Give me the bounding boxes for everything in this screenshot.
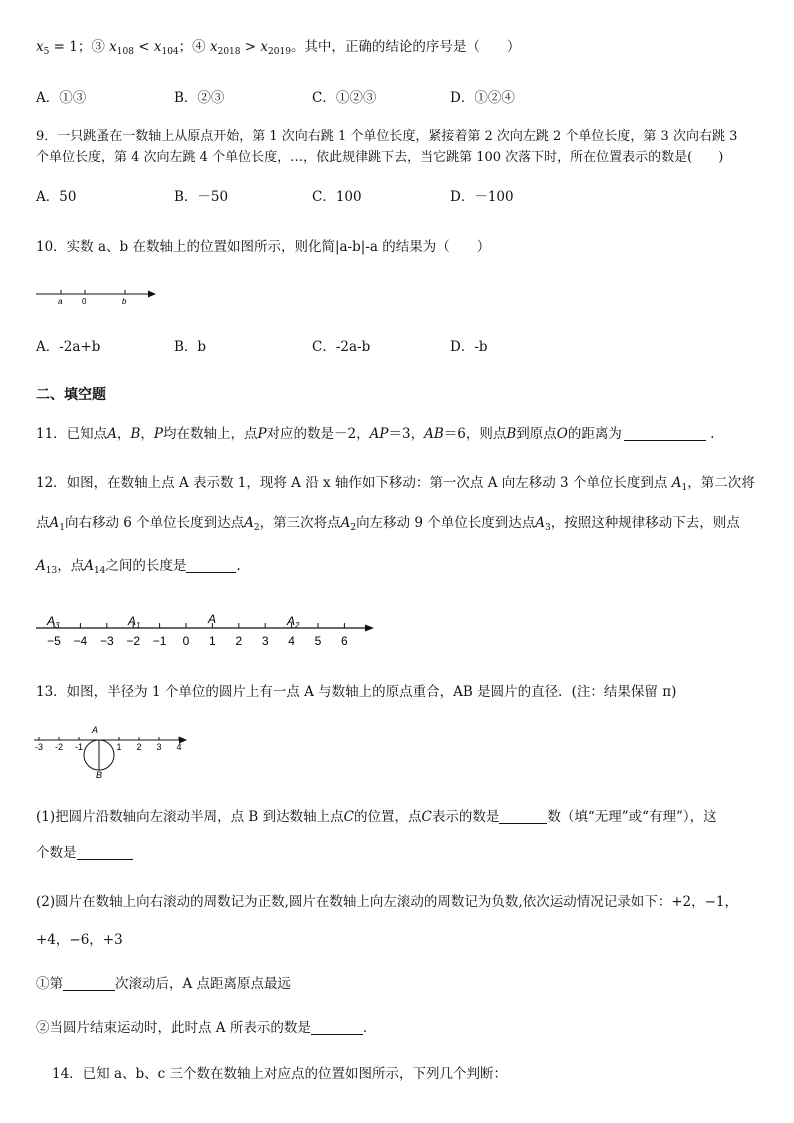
q12-point-a1: $A_1$ (128, 614, 141, 630)
q13-sub2-blank[interactable] (311, 1020, 363, 1035)
q13-sub1-blank[interactable] (63, 976, 115, 991)
q10-number-line (36, 284, 166, 308)
q10-option-b: B．b (174, 339, 207, 355)
q12-point-a: A (208, 612, 217, 626)
q12-text-line2: 点$A_1$向右移动 6 个单位长度到达点$A_2$，第三次将点$A_2$向左移动 9 个单位长度到达点$A_3$，按照这种规律移动下去，则点 (36, 515, 740, 533)
q13-part2-sub1: ①第 次滚动后，A 点距离原点最远 (36, 976, 292, 992)
q13-point-a-label: A (92, 725, 99, 735)
q12-tick-label: −1 (152, 634, 167, 648)
q12-tick-label: 5 (314, 634, 322, 648)
q12-tick-label: 3 (261, 634, 269, 648)
q12-tick-label: 0 (182, 634, 190, 648)
q13-part1-blank1[interactable] (499, 809, 547, 824)
q11-text: 11．已知点A，B，P均在数轴上，点P对应的数是－2，AP＝3，AB＝6，则点B到原点O的距离为 . (36, 426, 715, 442)
q12-number-line (36, 600, 386, 660)
q13-part2-line1: (2)圆片在数轴上向右滚动的周数记为正数,圆片在数轴上向左滚动的周数记为负数,依次运动情况记录如下：+2，−1， (36, 894, 739, 910)
q12-answer-blank[interactable] (186, 558, 236, 573)
q13-point-b-label: B (96, 770, 103, 780)
q14-text: 14．已知 a、b、c 三个数在数轴上对应点的位置如图所示，下列几个判断： (52, 1066, 508, 1082)
q13-tick-label: -2 (54, 742, 64, 752)
q10-text: 10．实数 a、b 在数轴上的位置如图所示，则化简|a-b|-a 的结果为（ ） (36, 239, 491, 255)
q13-tick-label: 3 (156, 742, 162, 752)
q8-option-a: A．①③ (36, 90, 87, 106)
q13-part2-sub2: ②当圆片结束运动时，此时点 A 所表示的数是 ． (36, 1020, 377, 1036)
q10-label-0: 0 (82, 297, 87, 306)
q10-option-d: D．-b (450, 339, 488, 355)
q12-tick-label: 6 (341, 634, 348, 648)
q13-tick-label: 4 (176, 742, 182, 752)
q9-option-a: A．50 (36, 189, 77, 205)
q10-option-c: C．-2a-b (312, 339, 371, 355)
q13-text: 13．如图，半径为 1 个单位的圆片上有一点 A 与数轴上的原点重合，AB 是圆片的直径．(注：结果保留 π) (36, 684, 677, 700)
q10-label-b: b (122, 297, 127, 306)
q8-conclusions-line: $x_5 = 1$；③ $x_{108} < x_{104}$；④ $x_{2018} > x_{2019}$。其中，正确的结论的序号是（ ） (36, 39, 521, 57)
q13-part1-line1: (1)把圆片沿数轴向左滚动半周，点 B 到达数轴上点C的位置，点C表示的数是 数（填“无理”或“有理”），这 (36, 809, 717, 825)
q12-tick-label: −3 (99, 634, 114, 648)
q12-tick-label: 2 (235, 634, 243, 648)
q10-label-a: a (58, 297, 63, 306)
q13-tick-label: -1 (74, 742, 84, 752)
q12-point-a2: $A_2$ (287, 614, 300, 630)
q11-answer-blank[interactable] (624, 426, 706, 441)
q12-tick-label: 4 (288, 634, 295, 648)
q8-option-d: D．①②④ (450, 90, 515, 106)
q12-point-a3: $A_3$ (47, 614, 60, 630)
q12-tick-label: −2 (126, 634, 141, 648)
q12-text-line1: 12．如图，在数轴上点 A 表示数 1，现将 A 沿 x 轴作如下移动：第一次点 A 向左移动 3 个单位长度到点 $A_1$，第二次将 (36, 475, 755, 493)
q13-tick-label: 1 (116, 742, 122, 752)
q12-tick-label: 1 (209, 634, 216, 648)
q12-tick-label: −4 (73, 634, 88, 648)
q13-figure (30, 725, 200, 785)
q9-option-d: D．－100 (450, 189, 514, 205)
section-fill-in-heading: 二、填空题 (36, 387, 106, 403)
q9-option-c: C．100 (312, 189, 362, 205)
q9-option-b: B．－50 (174, 189, 229, 205)
q13-part1-line2: 个数是 (36, 844, 133, 862)
q13-part2-line2: +4，−6，+3 (36, 932, 123, 948)
q8-question-tail: 。其中，正确的结论的序号是（ ） (290, 39, 521, 55)
q9-text-line1: 9．一只跳蚤在一数轴上从原点开始，第 1 次向右跳 1 个单位长度，紧接着第 2 次向左跳 2 个单位长度，第 3 次向右跳 3 (36, 129, 738, 144)
q10-option-a: A．-2a+b (36, 339, 101, 355)
q13-part1-blank2[interactable] (77, 845, 133, 860)
q12-tick-label: −5 (47, 634, 61, 648)
q9-text-line2: 个单位长度，第 4 次向左跳 4 个单位长度，…，依此规律跳下去，当它跳第 100 次落下时，所在位置表示的数是( ) (36, 150, 724, 165)
q13-tick-label: -3 (34, 742, 44, 752)
q13-tick-label: 2 (136, 742, 142, 752)
q12-text-line3: $A_{13}$，点$A_{14}$之间的长度是 . (36, 558, 241, 576)
q8-option-c: C．①②③ (312, 90, 377, 106)
q8-option-b: B．②③ (174, 90, 225, 106)
